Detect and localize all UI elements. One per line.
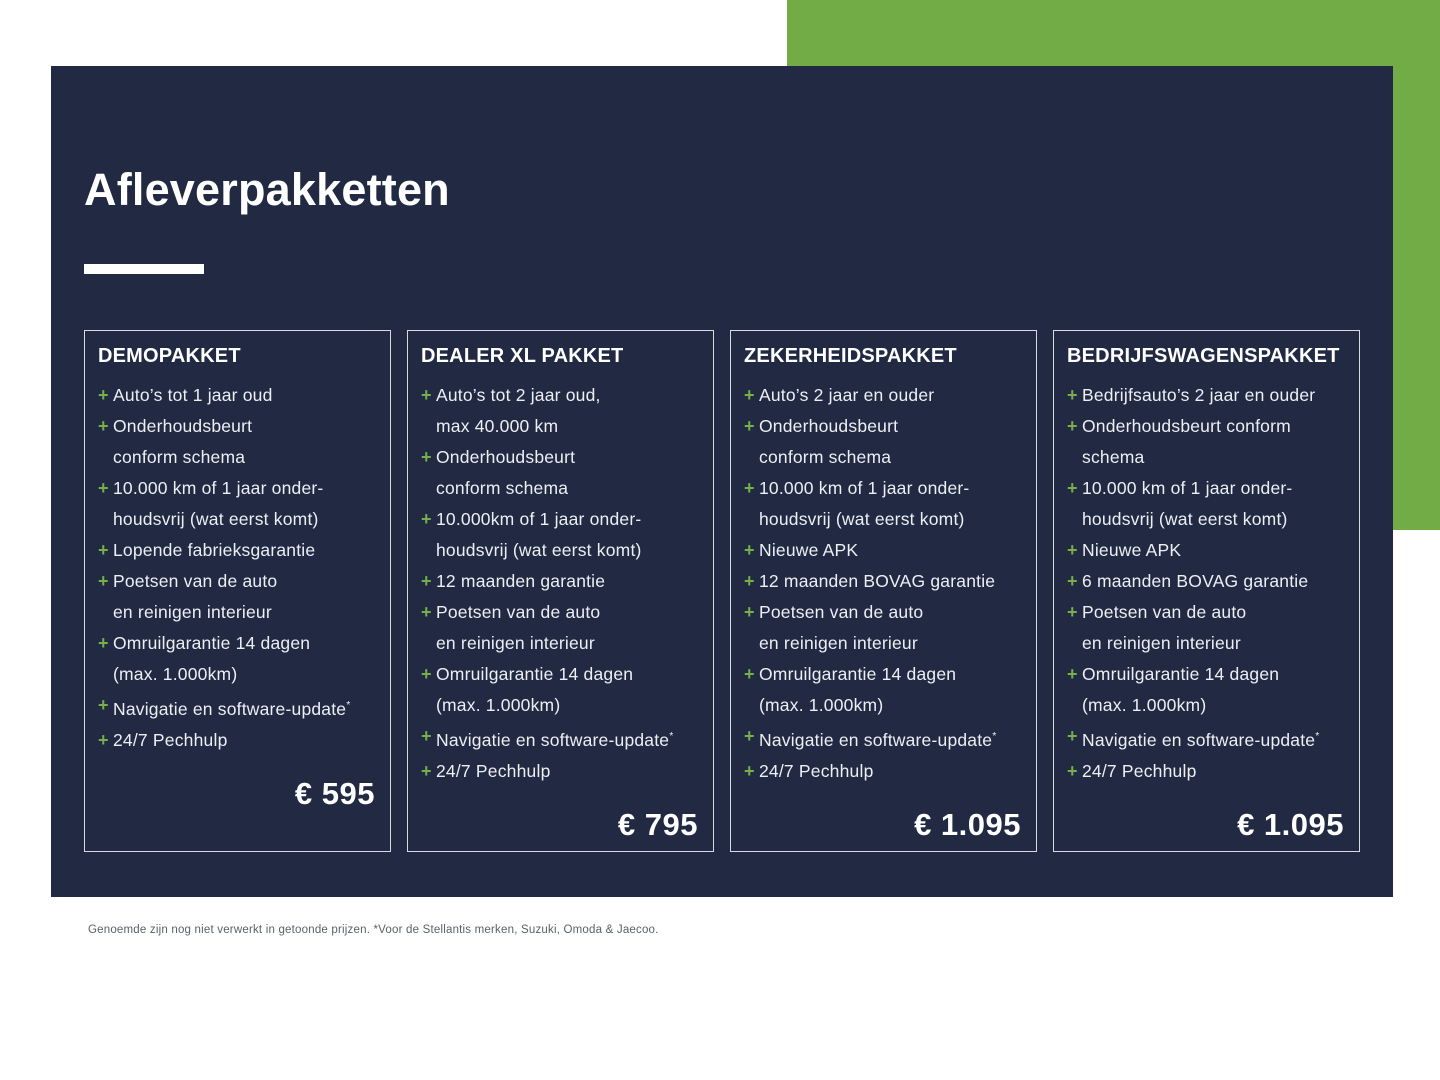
feature-line: Auto’s tot 2 jaar oud, bbox=[436, 385, 601, 405]
plus-icon: + bbox=[421, 760, 432, 781]
feature-item bbox=[98, 411, 375, 473]
feature-text bbox=[436, 597, 698, 659]
feature-item bbox=[421, 597, 698, 659]
feature-text bbox=[1082, 535, 1344, 566]
feature-line: Auto’s 2 jaar en ouder bbox=[759, 385, 935, 405]
feature-text bbox=[759, 566, 1021, 597]
plus-icon: + bbox=[421, 726, 432, 746]
feature-line: Omruilgarantie 14 dagen bbox=[1082, 664, 1280, 684]
feature-list bbox=[421, 380, 698, 787]
feature-item bbox=[1067, 659, 1344, 721]
feature-line: houdsvrij (wat eerst komt) bbox=[113, 509, 319, 529]
feature-item bbox=[744, 721, 1021, 756]
package-price: € 1.095 bbox=[1237, 806, 1344, 842]
plus-icon: + bbox=[421, 664, 432, 684]
feature-line: 10.000 km of 1 jaar onder- bbox=[1082, 478, 1293, 498]
plus-icon: + bbox=[744, 571, 755, 591]
plus-icon: + bbox=[98, 416, 109, 436]
plus-icon: + bbox=[744, 664, 755, 684]
feature-line: 24/7 Pechhulp bbox=[759, 760, 874, 781]
feature-text bbox=[759, 473, 1021, 535]
feature-line: 24/7 Pechhulp bbox=[436, 760, 551, 781]
package-card bbox=[1053, 330, 1360, 852]
feature-item bbox=[98, 473, 375, 535]
package-card bbox=[730, 330, 1037, 852]
feature-text bbox=[436, 721, 698, 756]
plus-icon: + bbox=[1067, 478, 1078, 498]
package-card bbox=[84, 330, 391, 852]
feature-line: en reinigen interieur bbox=[436, 633, 595, 653]
package-title: ZEKERHEIDSPAKKET bbox=[744, 345, 957, 367]
feature-text bbox=[1082, 721, 1344, 756]
feature-item bbox=[1067, 756, 1344, 787]
feature-item bbox=[1067, 597, 1344, 659]
plus-icon: + bbox=[1067, 571, 1078, 591]
plus-icon: + bbox=[744, 385, 755, 405]
feature-line: 24/7 Pechhulp bbox=[1082, 760, 1197, 781]
plus-icon: + bbox=[98, 540, 109, 560]
package-title: BEDRIJFSWAGENSPAKKET bbox=[1067, 345, 1340, 367]
feature-item bbox=[98, 380, 375, 411]
plus-icon: + bbox=[421, 571, 432, 591]
package-card bbox=[407, 330, 714, 852]
feature-item bbox=[98, 566, 375, 628]
feature-item bbox=[744, 756, 1021, 787]
feature-text bbox=[1082, 756, 1344, 787]
plus-icon: + bbox=[1067, 664, 1078, 684]
feature-item bbox=[1067, 411, 1344, 473]
feature-text bbox=[1082, 566, 1344, 597]
feature-item bbox=[421, 504, 698, 566]
feature-item bbox=[744, 597, 1021, 659]
feature-item bbox=[98, 725, 375, 756]
feature-line: conform schema bbox=[759, 447, 892, 467]
plus-icon: + bbox=[1067, 540, 1078, 560]
feature-item bbox=[744, 566, 1021, 597]
plus-icon: + bbox=[744, 416, 755, 436]
feature-text bbox=[1082, 597, 1344, 659]
feature-list bbox=[1067, 380, 1344, 787]
feature-item bbox=[98, 690, 375, 725]
plus-icon: + bbox=[1067, 760, 1078, 781]
feature-item bbox=[1067, 721, 1344, 756]
package-price: € 595 bbox=[294, 775, 375, 811]
feature-line: 10.000 km of 1 jaar onder- bbox=[759, 478, 970, 498]
feature-line: Auto’s tot 1 jaar oud bbox=[113, 385, 273, 405]
feature-text bbox=[436, 442, 698, 504]
feature-line: 10.000km of 1 jaar onder- bbox=[436, 509, 642, 529]
feature-text bbox=[113, 628, 375, 690]
feature-line: Navigatie en software-update* bbox=[759, 729, 997, 750]
feature-text bbox=[436, 380, 698, 442]
plus-icon: + bbox=[744, 760, 755, 781]
feature-line: (max. 1.000km) bbox=[759, 695, 884, 715]
feature-text bbox=[113, 380, 375, 411]
plus-icon: + bbox=[98, 729, 109, 750]
feature-item bbox=[98, 628, 375, 690]
feature-line: Poetsen van de auto bbox=[759, 602, 924, 622]
feature-text bbox=[759, 380, 1021, 411]
feature-line: Bedrijfsauto’s 2 jaar en ouder bbox=[1082, 385, 1316, 405]
plus-icon: + bbox=[1067, 726, 1078, 746]
feature-line: houdsvrij (wat eerst komt) bbox=[759, 509, 965, 529]
plus-icon: + bbox=[1067, 385, 1078, 405]
feature-line: Omruilgarantie 14 dagen bbox=[436, 664, 634, 684]
feature-text bbox=[436, 659, 698, 721]
feature-list bbox=[98, 380, 375, 756]
feature-item bbox=[744, 535, 1021, 566]
plus-icon: + bbox=[98, 385, 109, 405]
feature-line: Poetsen van de auto bbox=[436, 602, 601, 622]
feature-line: Omruilgarantie 14 dagen bbox=[113, 633, 311, 653]
feature-text bbox=[436, 504, 698, 566]
title-underline bbox=[84, 264, 204, 274]
feature-line: houdsvrij (wat eerst komt) bbox=[1082, 509, 1288, 529]
feature-line: Nieuwe APK bbox=[1082, 540, 1182, 560]
feature-line: 10.000 km of 1 jaar onder- bbox=[113, 478, 324, 498]
plus-icon: + bbox=[421, 602, 432, 622]
feature-line: en reinigen interieur bbox=[113, 602, 272, 622]
package-cards bbox=[84, 330, 1360, 852]
feature-line: Navigatie en software-update* bbox=[1082, 729, 1320, 750]
feature-text bbox=[759, 721, 1021, 756]
plus-icon: + bbox=[744, 478, 755, 498]
feature-item bbox=[744, 380, 1021, 411]
feature-text bbox=[113, 473, 375, 535]
feature-text bbox=[113, 690, 375, 725]
feature-text bbox=[1082, 380, 1344, 411]
feature-line: 12 maanden BOVAG garantie bbox=[759, 571, 996, 591]
feature-text bbox=[436, 756, 698, 787]
feature-item bbox=[1067, 535, 1344, 566]
feature-line: en reinigen interieur bbox=[759, 633, 918, 653]
plus-icon: + bbox=[98, 571, 109, 591]
feature-line: conform schema bbox=[113, 447, 246, 467]
feature-line: Onderhoudsbeurt bbox=[436, 447, 576, 467]
plus-icon: + bbox=[421, 385, 432, 405]
plus-icon: + bbox=[98, 633, 109, 653]
feature-line: Poetsen van de auto bbox=[1082, 602, 1247, 622]
feature-line: Omruilgarantie 14 dagen bbox=[759, 664, 957, 684]
feature-line: (max. 1.000km) bbox=[436, 695, 561, 715]
feature-text bbox=[113, 535, 375, 566]
feature-list bbox=[744, 380, 1021, 787]
feature-text bbox=[759, 411, 1021, 473]
footnote: Genoemde zijn nog niet verwerkt in getoonde prijzen. *Voor de Stellantis merken, Suzuki, Omoda & Jaecoo. bbox=[88, 924, 659, 936]
feature-text bbox=[436, 566, 698, 597]
feature-text bbox=[759, 756, 1021, 787]
plus-icon: + bbox=[421, 509, 432, 529]
plus-icon: + bbox=[1067, 602, 1078, 622]
plus-icon: + bbox=[98, 478, 109, 498]
feature-line: schema bbox=[1082, 447, 1145, 467]
feature-text bbox=[113, 566, 375, 628]
feature-item bbox=[98, 535, 375, 566]
feature-line: Navigatie en software-update* bbox=[113, 698, 351, 719]
feature-item bbox=[421, 566, 698, 597]
feature-item bbox=[744, 473, 1021, 535]
plus-icon: + bbox=[744, 602, 755, 622]
feature-item bbox=[744, 411, 1021, 473]
feature-line: Nieuwe APK bbox=[759, 540, 859, 560]
feature-text bbox=[113, 725, 375, 756]
feature-line: 12 maanden garantie bbox=[436, 571, 606, 591]
feature-line: 6 maanden BOVAG garantie bbox=[1082, 571, 1309, 591]
feature-item bbox=[421, 756, 698, 787]
feature-text bbox=[1082, 473, 1344, 535]
page-title: Afleverpakketten bbox=[84, 164, 450, 215]
feature-text bbox=[759, 597, 1021, 659]
feature-line: en reinigen interieur bbox=[1082, 633, 1241, 653]
feature-line: Onderhoudsbeurt conform bbox=[1082, 416, 1291, 436]
plus-icon: + bbox=[744, 726, 755, 746]
plus-icon: + bbox=[1067, 416, 1078, 436]
feature-line: 24/7 Pechhulp bbox=[113, 729, 228, 750]
plus-icon: + bbox=[98, 695, 109, 715]
plus-icon: + bbox=[421, 447, 432, 467]
feature-item bbox=[744, 659, 1021, 721]
feature-line: max 40.000 km bbox=[436, 416, 559, 436]
plus-icon: + bbox=[744, 540, 755, 560]
feature-line: Poetsen van de auto bbox=[113, 571, 278, 591]
feature-text bbox=[759, 535, 1021, 566]
feature-text bbox=[113, 411, 375, 473]
feature-text bbox=[1082, 659, 1344, 721]
feature-item bbox=[421, 380, 698, 442]
package-title: DEALER XL PAKKET bbox=[421, 345, 624, 367]
package-price: € 795 bbox=[617, 806, 698, 842]
feature-item bbox=[421, 442, 698, 504]
feature-text bbox=[1082, 411, 1344, 473]
feature-item bbox=[1067, 380, 1344, 411]
feature-line: Onderhoudsbeurt bbox=[759, 416, 899, 436]
feature-item bbox=[421, 659, 698, 721]
feature-line: Onderhoudsbeurt bbox=[113, 416, 253, 436]
feature-line: conform schema bbox=[436, 478, 569, 498]
feature-line: (max. 1.000km) bbox=[113, 664, 238, 684]
feature-line: Navigatie en software-update* bbox=[436, 729, 674, 750]
feature-line: houdsvrij (wat eerst komt) bbox=[436, 540, 642, 560]
package-title: DEMOPAKKET bbox=[98, 345, 241, 367]
feature-line: (max. 1.000km) bbox=[1082, 695, 1207, 715]
main-panel bbox=[51, 66, 1393, 897]
feature-line: Lopende fabrieksgarantie bbox=[113, 540, 316, 560]
feature-item bbox=[1067, 566, 1344, 597]
package-price: € 1.095 bbox=[914, 806, 1021, 842]
feature-item bbox=[421, 721, 698, 756]
feature-item bbox=[1067, 473, 1344, 535]
feature-text bbox=[759, 659, 1021, 721]
